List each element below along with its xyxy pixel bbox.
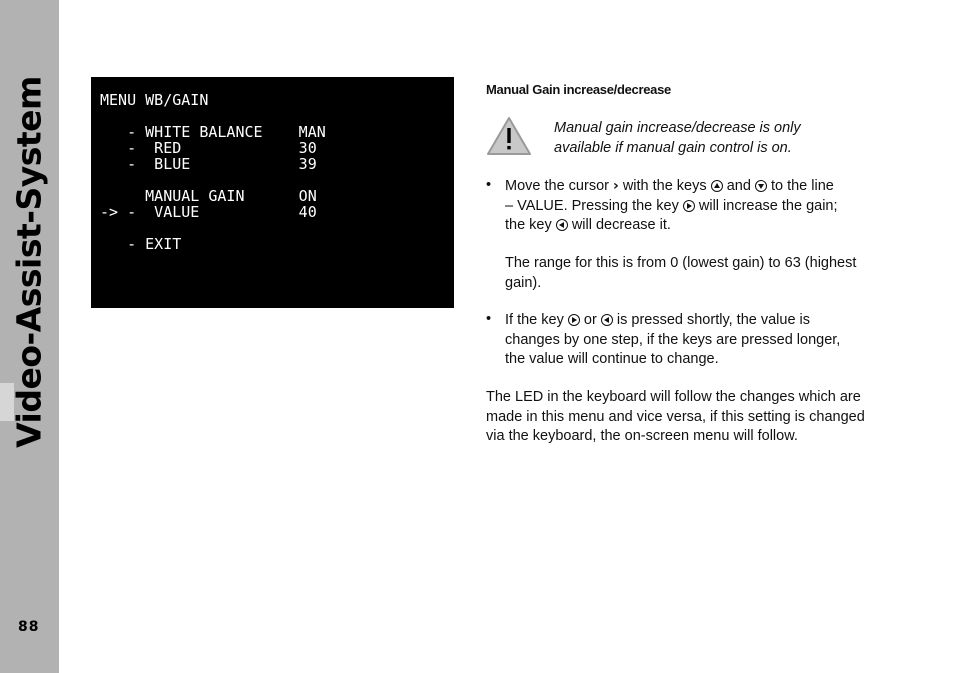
text: or xyxy=(583,312,597,328)
range-note: The range for this is from 0 (lowest gain) to 63 (highest gain). xyxy=(505,255,857,291)
section-heading: Manual Gain increase/decrease xyxy=(486,82,671,97)
sidebar xyxy=(0,0,59,673)
text: will increase the gain; xyxy=(698,197,838,214)
text: the value will continue to change. xyxy=(505,351,719,367)
bullet-move-cursor xyxy=(505,177,895,236)
text: – VALUE. Pressing the key xyxy=(505,197,679,214)
left-key-icon xyxy=(556,219,568,231)
warning-triangle-icon xyxy=(486,115,532,157)
osd-menu-screen xyxy=(91,77,454,308)
page-number: 88 xyxy=(18,619,40,635)
text: with the keys xyxy=(622,178,707,194)
sidebar-title: Video-Assist-System xyxy=(9,76,49,448)
up-key-icon xyxy=(711,180,723,192)
text: is pressed shortly, the value is xyxy=(616,312,811,328)
left-key-icon xyxy=(601,314,613,326)
text: If the key xyxy=(505,312,564,328)
text: the key xyxy=(505,217,552,233)
right-key-icon xyxy=(568,314,580,326)
osd-menu-text: MENU WB/GAIN - WHITE BALANCE MAN - RED 30 - BLUE 39 MANUAL GAIN ON -> - VALUE 40 - EXIT xyxy=(100,91,326,253)
text: and xyxy=(726,178,751,194)
right-key-icon xyxy=(683,200,695,212)
cursor-chevron-icon: › xyxy=(613,178,619,194)
down-key-icon xyxy=(755,180,767,192)
text: to the line xyxy=(770,178,834,194)
text: changes by one step, if the keys are pressed longer, xyxy=(505,331,841,348)
warning-note: Manual gain increase/decrease is only available if manual gain control is on. xyxy=(554,120,801,156)
bullet-dot: • xyxy=(486,311,492,327)
text: Move the cursor xyxy=(505,178,609,194)
led-note: The LED in the keyboard will follow the changes which are made in this menu and vice versa, if this setting is changed via the keyboard, the on-screen menu will follow. xyxy=(486,389,865,444)
bullet-dot: • xyxy=(486,177,492,193)
bullet-key-press xyxy=(505,311,895,370)
text: will decrease it. xyxy=(571,217,671,233)
